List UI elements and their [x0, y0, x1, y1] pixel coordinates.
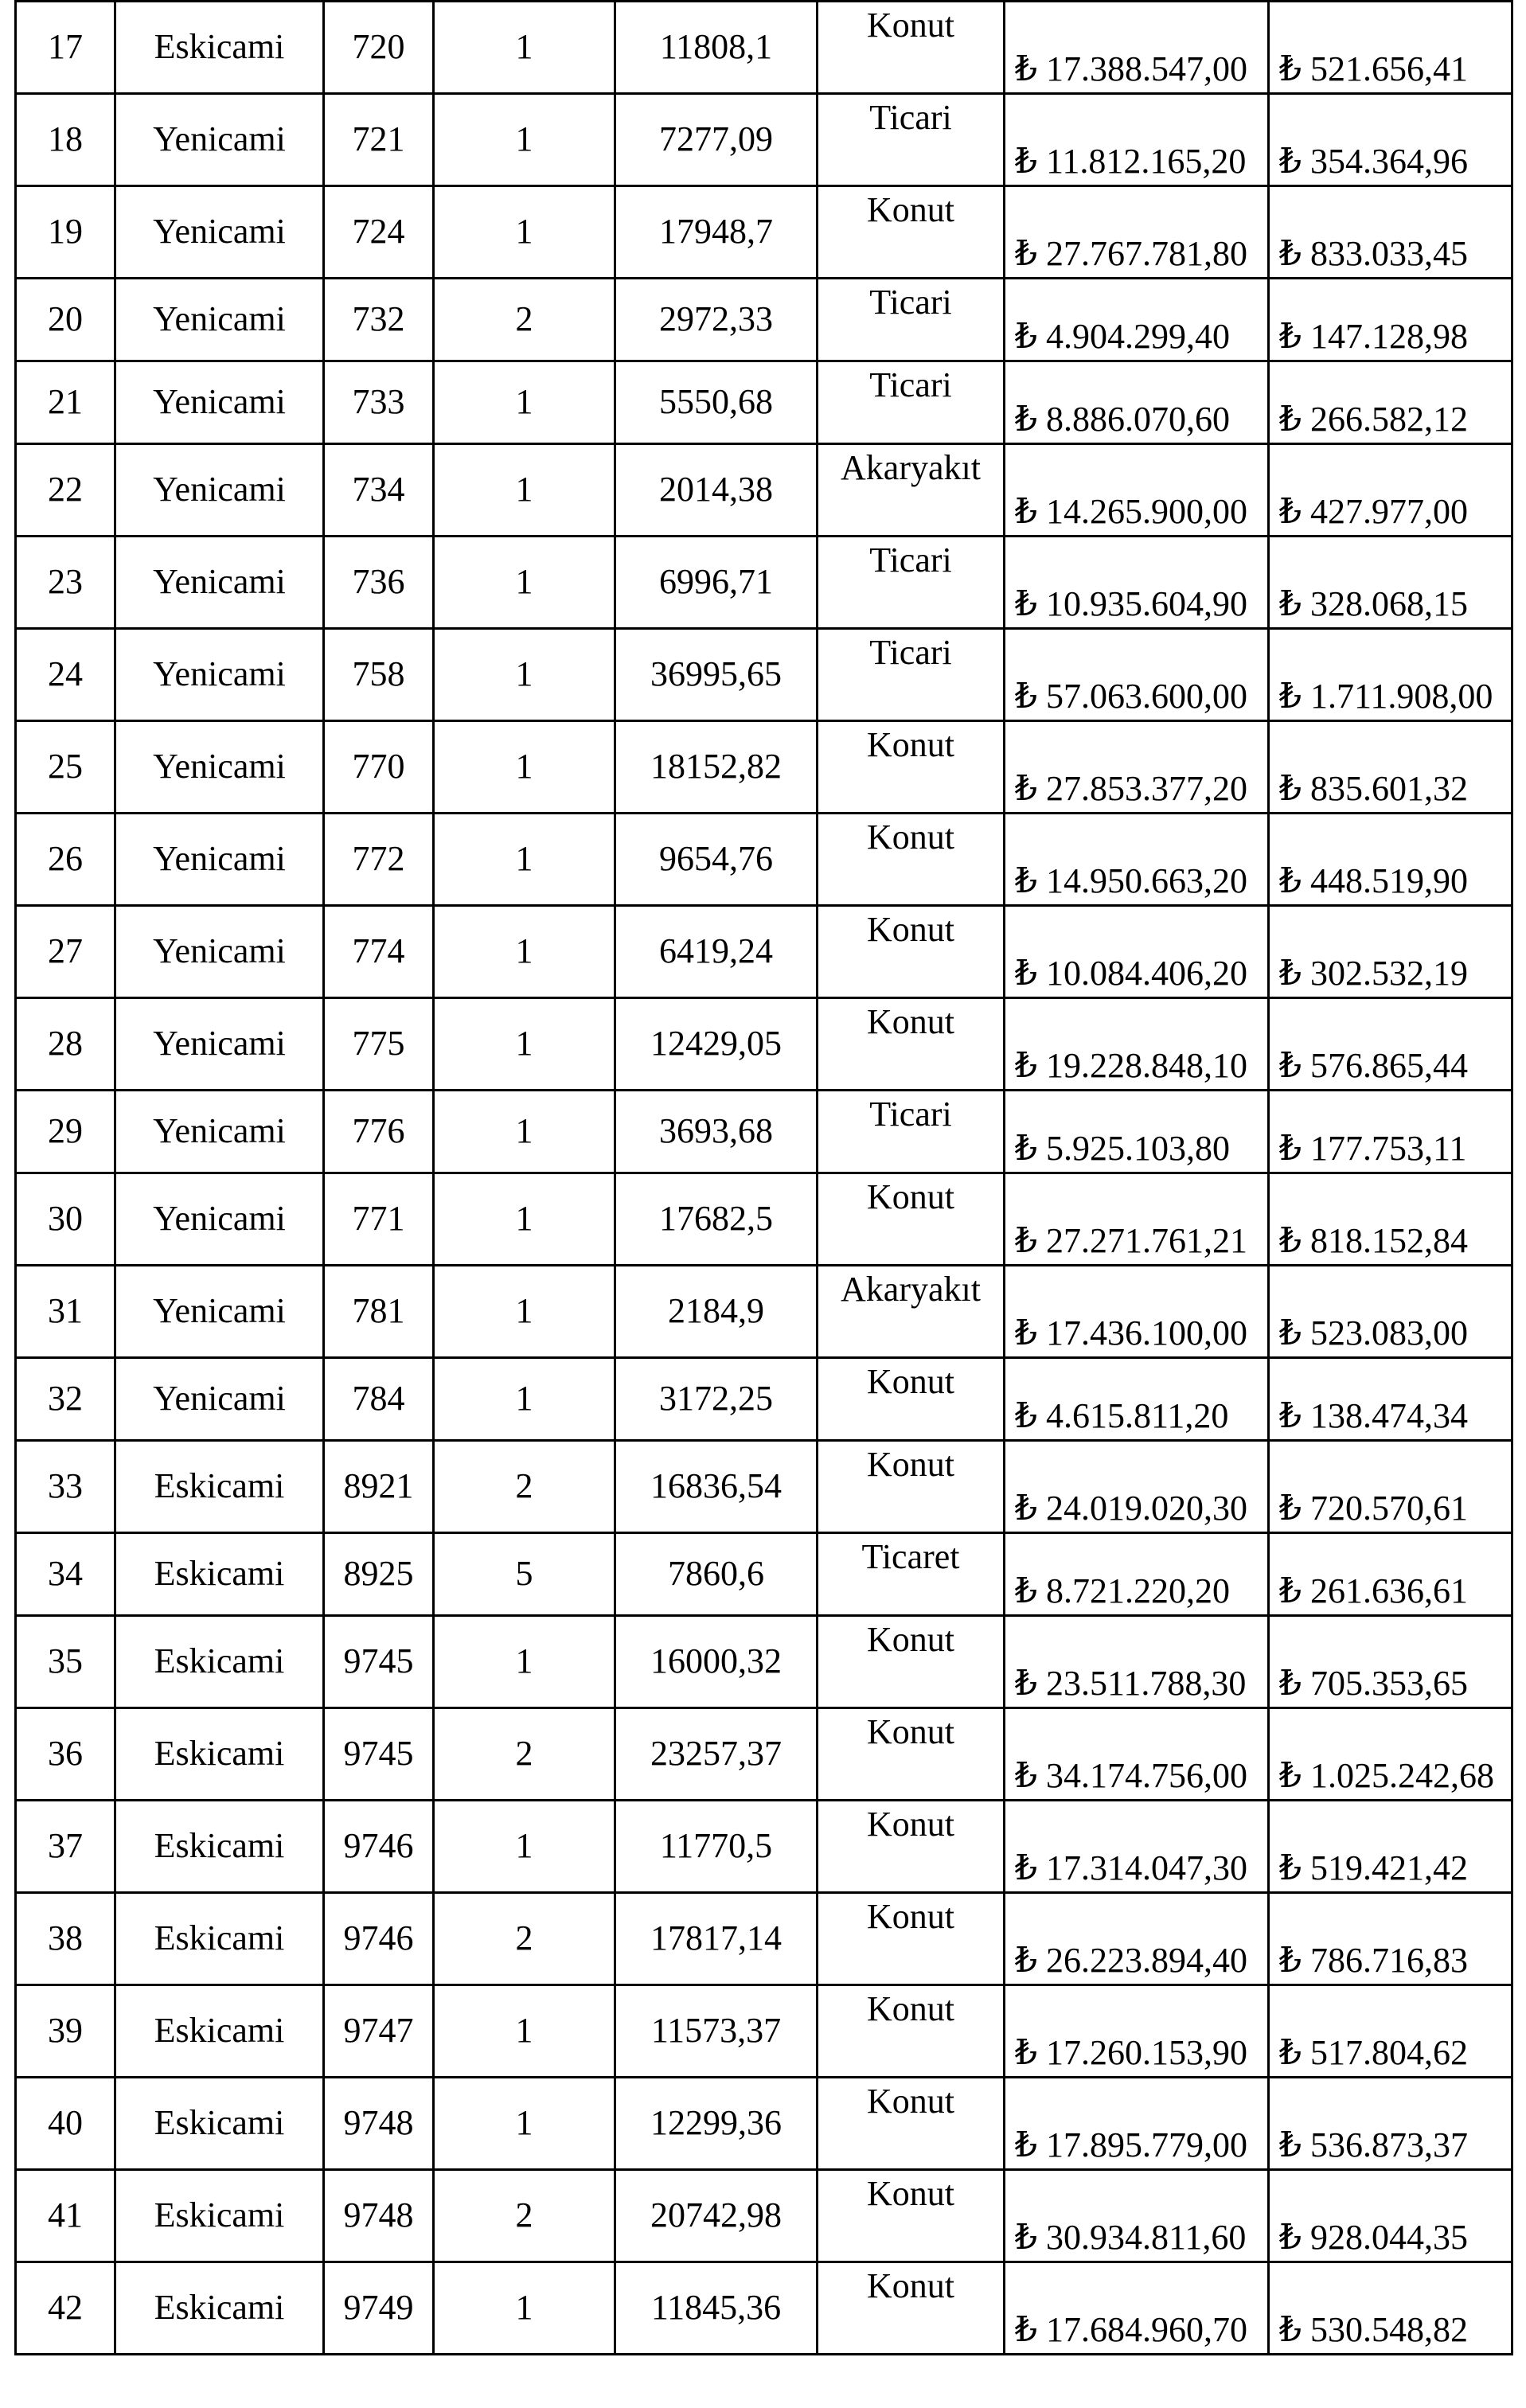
cell-sira-no: 27: [16, 906, 115, 998]
table-row: [16, 2170, 1512, 2262]
cell-alan: 3172,25: [615, 1358, 818, 1441]
table-row: [16, 1441, 1512, 1533]
cell-nitelik: Konut: [818, 1985, 1005, 2078]
cell-sira-no: 28: [16, 998, 115, 1091]
cell-sira-no: 33: [16, 1441, 115, 1533]
cell-sira-no: 22: [16, 444, 115, 537]
cell-ada: 9747: [324, 1985, 434, 2078]
table-row: [16, 1173, 1512, 1266]
cell-deger-text: ₺ 14.950.663,20: [1015, 861, 1247, 900]
cell-parsel: 1: [434, 444, 615, 537]
cell-nitelik: Ticari: [818, 1091, 1005, 1173]
cell-mahalle: Eskicami: [115, 1708, 324, 1801]
cell-nitelik: Konut: [818, 2262, 1005, 2355]
cell-nitelik: Konut: [818, 1893, 1005, 1985]
cell-deger-text: ₺ 5.925.103,80: [1015, 1128, 1230, 1168]
cell-sira-no: 42: [16, 2262, 115, 2355]
cell-sira-no: 23: [16, 537, 115, 629]
cell-parsel: 2: [434, 1441, 615, 1533]
cell-vergi-text: ₺ 576.865,44: [1279, 1045, 1468, 1085]
cell-deger: [1005, 1441, 1269, 1533]
cell-parsel: 1: [434, 1091, 615, 1173]
cell-sira-no: 26: [16, 814, 115, 906]
table-row: [16, 998, 1512, 1091]
cell-parsel: 1: [434, 1616, 615, 1708]
cell-nitelik: Ticari: [818, 279, 1005, 361]
table-row: [16, 1533, 1512, 1616]
cell-mahalle: Eskicami: [115, 1801, 324, 1893]
cell-nitelik: Ticari: [818, 629, 1005, 721]
table-row: [16, 1708, 1512, 1801]
cell-deger: [1005, 537, 1269, 629]
cell-alan: 2972,33: [615, 279, 818, 361]
table-row: [16, 1985, 1512, 2078]
cell-alan: 12299,36: [615, 2078, 818, 2170]
cell-vergi-text: ₺ 261.636,61: [1279, 1571, 1468, 1610]
cell-deger: [1005, 361, 1269, 444]
cell-sira-no: 20: [16, 279, 115, 361]
cell-mahalle: Yenicami: [115, 1358, 324, 1441]
cell-deger-text: ₺ 17.895.779,00: [1015, 2125, 1247, 2164]
cell-deger-text: ₺ 17.260.153,90: [1015, 2032, 1247, 2072]
cell-alan: 16000,32: [615, 1616, 818, 1708]
cell-deger-text: ₺ 11.812.165,20: [1015, 141, 1247, 181]
cell-sira-no: 39: [16, 1985, 115, 2078]
cell-deger-text: ₺ 4.904.299,40: [1015, 316, 1230, 356]
cell-deger-text: ₺ 57.063.600,00: [1015, 676, 1247, 716]
cell-mahalle: Yenicami: [115, 279, 324, 361]
cell-parsel: 1: [434, 1266, 615, 1358]
cell-parsel: 1: [434, 361, 615, 444]
cell-vergi: [1269, 1801, 1512, 1893]
table-row: [16, 537, 1512, 629]
cell-vergi: [1269, 814, 1512, 906]
cell-vergi-text: ₺ 530.548,82: [1279, 2309, 1468, 2349]
table-row: [16, 1616, 1512, 1708]
cell-ada: 734: [324, 444, 434, 537]
cell-mahalle: Eskicami: [115, 2, 324, 94]
cell-deger: [1005, 279, 1269, 361]
cell-vergi: [1269, 998, 1512, 1091]
cell-vergi-text: ₺ 1.711.908,00: [1279, 676, 1493, 716]
cell-sira-no: 30: [16, 1173, 115, 1266]
cell-vergi-text: ₺ 928.044,35: [1279, 2217, 1468, 2257]
cell-vergi: [1269, 444, 1512, 537]
cell-nitelik: Konut: [818, 998, 1005, 1091]
cell-nitelik: Konut: [818, 1616, 1005, 1708]
cell-parsel: 2: [434, 1893, 615, 1985]
cell-vergi: [1269, 1708, 1512, 1801]
cell-deger: [1005, 1091, 1269, 1173]
cell-ada: 772: [324, 814, 434, 906]
cell-alan: 6996,71: [615, 537, 818, 629]
cell-nitelik: Konut: [818, 814, 1005, 906]
cell-deger-text: ₺ 27.271.761,21: [1015, 1220, 1247, 1260]
cell-deger: [1005, 721, 1269, 814]
cell-alan: 11845,36: [615, 2262, 818, 2355]
cell-mahalle: Yenicami: [115, 537, 324, 629]
cell-vergi-text: ₺ 266.582,12: [1279, 399, 1468, 439]
cell-ada: 775: [324, 998, 434, 1091]
cell-alan: 2014,38: [615, 444, 818, 537]
cell-deger: [1005, 2262, 1269, 2355]
cell-vergi: [1269, 2170, 1512, 2262]
cell-vergi: [1269, 94, 1512, 186]
cell-alan: 17948,7: [615, 186, 818, 279]
cell-vergi-text: ₺ 835.601,32: [1279, 768, 1468, 808]
cell-mahalle: Yenicami: [115, 361, 324, 444]
cell-mahalle: Eskicami: [115, 1985, 324, 2078]
cell-ada: 9745: [324, 1708, 434, 1801]
cell-ada: 733: [324, 361, 434, 444]
cell-nitelik: Akaryakıt: [818, 1266, 1005, 1358]
cell-nitelik: Konut: [818, 1358, 1005, 1441]
cell-deger-text: ₺ 17.684.960,70: [1015, 2309, 1247, 2349]
cell-sira-no: 37: [16, 1801, 115, 1893]
cell-vergi: [1269, 721, 1512, 814]
cell-alan: 11770,5: [615, 1801, 818, 1893]
cell-mahalle: Yenicami: [115, 186, 324, 279]
cell-alan: 7860,6: [615, 1533, 818, 1616]
cell-sira-no: 25: [16, 721, 115, 814]
parcel-table: [14, 0, 1513, 2355]
cell-mahalle: Yenicami: [115, 444, 324, 537]
cell-vergi: [1269, 1358, 1512, 1441]
cell-ada: 720: [324, 2, 434, 94]
cell-ada: 8925: [324, 1533, 434, 1616]
cell-alan: 23257,37: [615, 1708, 818, 1801]
cell-deger: [1005, 998, 1269, 1091]
cell-nitelik: Ticari: [818, 537, 1005, 629]
cell-vergi: [1269, 1985, 1512, 2078]
cell-parsel: 1: [434, 537, 615, 629]
cell-deger: [1005, 2, 1269, 94]
cell-ada: 758: [324, 629, 434, 721]
cell-ada: 9745: [324, 1616, 434, 1708]
cell-nitelik: Konut: [818, 1173, 1005, 1266]
cell-vergi-text: ₺ 786.716,83: [1279, 1940, 1468, 1980]
cell-mahalle: Eskicami: [115, 1533, 324, 1616]
table-row: [16, 186, 1512, 279]
cell-mahalle: Eskicami: [115, 2170, 324, 2262]
cell-deger: [1005, 1708, 1269, 1801]
cell-deger: [1005, 2170, 1269, 2262]
cell-deger-text: ₺ 17.388.547,00: [1015, 49, 1247, 88]
table-row: [16, 279, 1512, 361]
cell-vergi: [1269, 1266, 1512, 1358]
cell-vergi-text: ₺ 536.873,37: [1279, 2125, 1468, 2164]
cell-mahalle: Yenicami: [115, 721, 324, 814]
table-row: [16, 2262, 1512, 2355]
cell-mahalle: Yenicami: [115, 1266, 324, 1358]
cell-vergi-text: ₺ 177.753,11: [1279, 1128, 1467, 1168]
cell-nitelik: Konut: [818, 1441, 1005, 1533]
cell-ada: 9748: [324, 2170, 434, 2262]
table-row: [16, 1893, 1512, 1985]
cell-parsel: 1: [434, 1358, 615, 1441]
cell-alan: 9654,76: [615, 814, 818, 906]
cell-sira-no: 29: [16, 1091, 115, 1173]
cell-ada: 724: [324, 186, 434, 279]
cell-vergi-text: ₺ 517.804,62: [1279, 2032, 1468, 2072]
cell-deger: [1005, 1266, 1269, 1358]
cell-nitelik: Konut: [818, 186, 1005, 279]
cell-vergi: [1269, 361, 1512, 444]
cell-vergi: [1269, 1091, 1512, 1173]
table-row: [16, 1091, 1512, 1173]
cell-alan: 11808,1: [615, 2, 818, 94]
cell-nitelik: Konut: [818, 1708, 1005, 1801]
cell-vergi: [1269, 2078, 1512, 2170]
table-row: [16, 906, 1512, 998]
cell-parsel: 1: [434, 94, 615, 186]
cell-ada: 776: [324, 1091, 434, 1173]
table-row: [16, 2, 1512, 94]
cell-ada: 732: [324, 279, 434, 361]
cell-nitelik: Ticaret: [818, 1533, 1005, 1616]
cell-vergi: [1269, 629, 1512, 721]
cell-sira-no: 36: [16, 1708, 115, 1801]
cell-sira-no: 19: [16, 186, 115, 279]
cell-parsel: 1: [434, 1801, 615, 1893]
cell-parsel: 1: [434, 906, 615, 998]
cell-vergi-text: ₺ 328.068,15: [1279, 583, 1468, 623]
cell-deger-text: ₺ 24.019.020,30: [1015, 1488, 1247, 1528]
cell-vergi-text: ₺ 521.656,41: [1279, 49, 1468, 88]
cell-mahalle: Yenicami: [115, 94, 324, 186]
table-row: [16, 94, 1512, 186]
cell-mahalle: Yenicami: [115, 998, 324, 1091]
cell-deger: [1005, 1358, 1269, 1441]
cell-deger-text: ₺ 8.721.220,20: [1015, 1571, 1230, 1610]
cell-vergi: [1269, 279, 1512, 361]
cell-deger-text: ₺ 19.228.848,10: [1015, 1045, 1247, 1085]
cell-ada: 771: [324, 1173, 434, 1266]
cell-deger: [1005, 444, 1269, 537]
cell-parsel: 1: [434, 2262, 615, 2355]
cell-sira-no: 38: [16, 1893, 115, 1985]
cell-vergi-text: ₺ 523.083,00: [1279, 1313, 1468, 1352]
cell-sira-no: 32: [16, 1358, 115, 1441]
cell-vergi: [1269, 1616, 1512, 1708]
cell-sira-no: 17: [16, 2, 115, 94]
cell-mahalle: Yenicami: [115, 814, 324, 906]
cell-deger-text: ₺ 17.314.047,30: [1015, 1848, 1247, 1887]
cell-alan: 7277,09: [615, 94, 818, 186]
cell-nitelik: Ticari: [818, 94, 1005, 186]
cell-deger-text: ₺ 8.886.070,60: [1015, 399, 1230, 439]
cell-deger-text: ₺ 10.084.406,20: [1015, 953, 1247, 993]
cell-sira-no: 18: [16, 94, 115, 186]
cell-vergi-text: ₺ 448.519,90: [1279, 861, 1468, 900]
cell-deger: [1005, 2078, 1269, 2170]
cell-vergi: [1269, 1533, 1512, 1616]
cell-vergi-text: ₺ 302.532,19: [1279, 953, 1468, 993]
cell-deger: [1005, 629, 1269, 721]
cell-nitelik: Akaryakıt: [818, 444, 1005, 537]
cell-deger: [1005, 1533, 1269, 1616]
cell-sira-no: 31: [16, 1266, 115, 1358]
cell-ada: 736: [324, 537, 434, 629]
cell-ada: 9748: [324, 2078, 434, 2170]
cell-vergi: [1269, 186, 1512, 279]
cell-deger: [1005, 1985, 1269, 2078]
cell-mahalle: Yenicami: [115, 629, 324, 721]
cell-parsel: 2: [434, 2170, 615, 2262]
cell-alan: 3693,68: [615, 1091, 818, 1173]
cell-alan: 36995,65: [615, 629, 818, 721]
cell-ada: 9746: [324, 1893, 434, 1985]
cell-vergi-text: ₺ 354.364,96: [1279, 141, 1468, 181]
cell-ada: 774: [324, 906, 434, 998]
cell-deger-text: ₺ 14.265.900,00: [1015, 491, 1247, 531]
cell-nitelik: Konut: [818, 906, 1005, 998]
cell-alan: 6419,24: [615, 906, 818, 998]
cell-deger-text: ₺ 27.767.781,80: [1015, 233, 1247, 273]
cell-vergi-text: ₺ 1.025.242,68: [1279, 1755, 1494, 1795]
cell-mahalle: Yenicami: [115, 906, 324, 998]
cell-nitelik: Ticari: [818, 361, 1005, 444]
cell-ada: 8921: [324, 1441, 434, 1533]
cell-deger: [1005, 1893, 1269, 1985]
cell-vergi-text: ₺ 147.128,98: [1279, 316, 1468, 356]
cell-alan: 2184,9: [615, 1266, 818, 1358]
cell-parsel: 1: [434, 998, 615, 1091]
cell-alan: 16836,54: [615, 1441, 818, 1533]
cell-alan: 11573,37: [615, 1985, 818, 2078]
cell-alan: 12429,05: [615, 998, 818, 1091]
cell-ada: 781: [324, 1266, 434, 1358]
table-row: [16, 814, 1512, 906]
cell-ada: 770: [324, 721, 434, 814]
cell-deger: [1005, 186, 1269, 279]
cell-vergi-text: ₺ 138.474,34: [1279, 1395, 1468, 1435]
table-body: [16, 2, 1512, 2355]
cell-parsel: 1: [434, 721, 615, 814]
cell-parsel: 1: [434, 1985, 615, 2078]
cell-parsel: 1: [434, 186, 615, 279]
cell-sira-no: 40: [16, 2078, 115, 2170]
table-row: [16, 1266, 1512, 1358]
cell-vergi-text: ₺ 427.977,00: [1279, 491, 1468, 531]
cell-parsel: 1: [434, 2078, 615, 2170]
cell-deger-text: ₺ 10.935.604,90: [1015, 583, 1247, 623]
cell-vergi: [1269, 2262, 1512, 2355]
cell-mahalle: Eskicami: [115, 2262, 324, 2355]
cell-mahalle: Eskicami: [115, 1441, 324, 1533]
cell-nitelik: Konut: [818, 2, 1005, 94]
cell-sira-no: 34: [16, 1533, 115, 1616]
cell-deger: [1005, 906, 1269, 998]
cell-deger: [1005, 94, 1269, 186]
cell-vergi-text: ₺ 833.033,45: [1279, 233, 1468, 273]
cell-vergi: [1269, 1893, 1512, 1985]
cell-vergi: [1269, 1173, 1512, 1266]
cell-mahalle: Eskicami: [115, 2078, 324, 2170]
cell-deger-text: ₺ 27.853.377,20: [1015, 768, 1247, 808]
cell-vergi-text: ₺ 720.570,61: [1279, 1488, 1468, 1528]
table-row: [16, 721, 1512, 814]
cell-nitelik: Konut: [818, 2078, 1005, 2170]
table-row: [16, 1358, 1512, 1441]
cell-alan: 17817,14: [615, 1893, 818, 1985]
cell-parsel: 2: [434, 1708, 615, 1801]
cell-mahalle: Yenicami: [115, 1173, 324, 1266]
table-row: [16, 361, 1512, 444]
table-row: [16, 2078, 1512, 2170]
cell-vergi-text: ₺ 705.353,65: [1279, 1663, 1468, 1703]
cell-parsel: 1: [434, 629, 615, 721]
cell-sira-no: 24: [16, 629, 115, 721]
cell-nitelik: Konut: [818, 721, 1005, 814]
cell-deger: [1005, 1173, 1269, 1266]
cell-deger-text: ₺ 30.934.811,60: [1015, 2217, 1247, 2257]
cell-mahalle: Eskicami: [115, 1893, 324, 1985]
cell-nitelik: Konut: [818, 2170, 1005, 2262]
cell-mahalle: Yenicami: [115, 1091, 324, 1173]
cell-sira-no: 35: [16, 1616, 115, 1708]
table-row: [16, 629, 1512, 721]
cell-ada: 721: [324, 94, 434, 186]
cell-vergi-text: ₺ 519.421,42: [1279, 1848, 1468, 1887]
cell-vergi: [1269, 1441, 1512, 1533]
cell-alan: 17682,5: [615, 1173, 818, 1266]
cell-sira-no: 41: [16, 2170, 115, 2262]
cell-deger-text: ₺ 34.174.756,00: [1015, 1755, 1247, 1795]
cell-deger: [1005, 1801, 1269, 1893]
cell-parsel: 1: [434, 2, 615, 94]
cell-deger: [1005, 1616, 1269, 1708]
cell-vergi: [1269, 537, 1512, 629]
cell-ada: 9749: [324, 2262, 434, 2355]
cell-ada: 784: [324, 1358, 434, 1441]
cell-alan: 20742,98: [615, 2170, 818, 2262]
cell-deger-text: ₺ 4.615.811,20: [1015, 1395, 1229, 1435]
cell-parsel: 2: [434, 279, 615, 361]
cell-parsel: 1: [434, 1173, 615, 1266]
table-row: [16, 1801, 1512, 1893]
cell-ada: 9746: [324, 1801, 434, 1893]
cell-parsel: 5: [434, 1533, 615, 1616]
cell-deger-text: ₺ 26.223.894,40: [1015, 1940, 1247, 1980]
cell-alan: 5550,68: [615, 361, 818, 444]
cell-deger-text: ₺ 17.436.100,00: [1015, 1313, 1247, 1352]
cell-vergi: [1269, 906, 1512, 998]
cell-alan: 18152,82: [615, 721, 818, 814]
cell-sira-no: 21: [16, 361, 115, 444]
table-row: [16, 444, 1512, 537]
cell-mahalle: Eskicami: [115, 1616, 324, 1708]
cell-nitelik: Konut: [818, 1801, 1005, 1893]
cell-parsel: 1: [434, 814, 615, 906]
cell-vergi: [1269, 2, 1512, 94]
cell-vergi-text: ₺ 818.152,84: [1279, 1220, 1468, 1260]
cell-deger-text: ₺ 23.511.788,30: [1015, 1663, 1247, 1703]
cell-deger: [1005, 814, 1269, 906]
